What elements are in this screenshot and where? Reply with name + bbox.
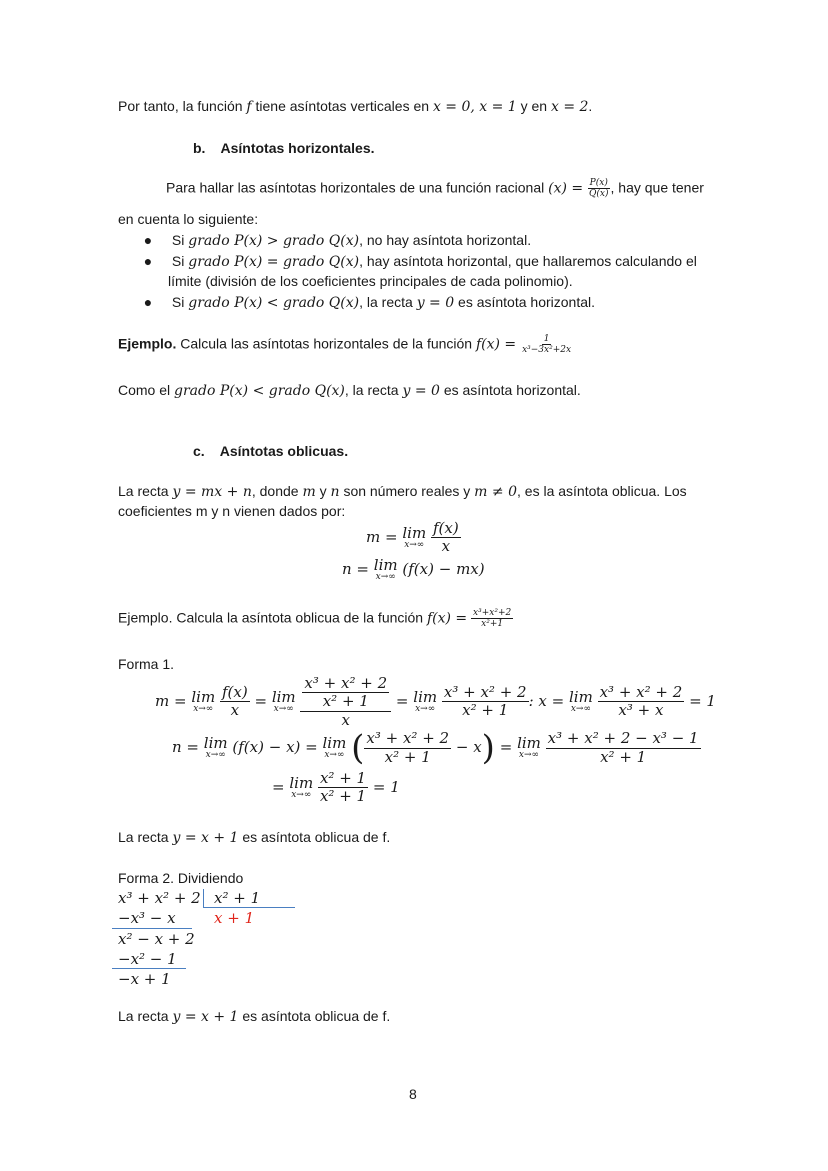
math: = xyxy=(272,777,285,796)
inner-fraction xyxy=(302,675,389,711)
denominator: Q(x) xyxy=(589,189,609,200)
math: grado P(x) < grado Q(x) xyxy=(188,295,360,311)
bullet-item-3 xyxy=(128,294,595,311)
math: = xyxy=(499,738,513,756)
bullet-item-2-line2: límite (división de los coeficientes principales de cada polinomio). xyxy=(168,273,573,289)
paragraph-oblique-def xyxy=(118,483,687,500)
denominator: x² + 1 xyxy=(319,787,367,806)
limit xyxy=(517,736,541,760)
text: Para hallar las asíntotas horizontales de una función racional xyxy=(166,179,545,196)
text: es asíntota horizontal. xyxy=(458,294,596,310)
page-number: 8 xyxy=(409,1086,417,1102)
division-bracket-horizontal xyxy=(203,907,295,908)
lim-subscript: x→∞ xyxy=(415,703,436,714)
conclusion-1 xyxy=(118,829,390,846)
numerator: f(x) xyxy=(221,683,248,702)
bullet-item-1 xyxy=(128,232,531,249)
conclusion-2 xyxy=(118,1008,390,1025)
denominator: x² + 1 xyxy=(322,692,369,711)
formula-n-definition xyxy=(342,558,485,582)
lim-subscript: x→∞ xyxy=(570,703,591,714)
formula-n-result xyxy=(272,770,400,806)
denominator: x xyxy=(230,701,240,720)
lim-text: lim xyxy=(191,687,216,706)
text: son número reales y xyxy=(343,483,471,499)
math: y = mx + n xyxy=(172,484,252,500)
compound-fraction xyxy=(300,675,391,729)
math: : x = xyxy=(528,691,565,710)
numerator: f(x) xyxy=(432,519,459,537)
math: n = xyxy=(342,560,369,578)
math: grado P(x) = grado Q(x) xyxy=(188,254,360,270)
lim-text: lim xyxy=(322,734,347,752)
bullet-icon: ● xyxy=(143,253,153,269)
math: x = 0, x = 1 xyxy=(432,99,517,115)
math: n = xyxy=(172,738,199,756)
lim-text: lim xyxy=(203,734,228,752)
numerator: P(x) xyxy=(589,178,608,188)
formula-n-calculation xyxy=(172,728,701,768)
text: , la recta xyxy=(359,294,413,310)
paragraph-line: en cuenta lo siguiente: xyxy=(118,211,259,227)
text: . xyxy=(588,98,593,114)
numerator: x³ + x² + 2 xyxy=(443,683,527,702)
text: La recta xyxy=(118,1008,169,1024)
lim-subscript: x→∞ xyxy=(291,789,312,800)
text: y xyxy=(319,483,327,499)
fraction xyxy=(546,730,701,766)
numerator: x³ + x² + 2 xyxy=(599,683,683,702)
lim-text: lim xyxy=(289,773,314,792)
formula-m-definition xyxy=(366,520,461,556)
limit xyxy=(568,687,593,714)
text: La recta xyxy=(118,483,169,499)
lim-subscript: x→∞ xyxy=(193,703,214,714)
limit xyxy=(271,687,296,714)
text: , no hay asíntota horizontal. xyxy=(359,232,532,248)
forma-1-title: Forma 1. xyxy=(118,656,175,672)
limit xyxy=(289,773,314,800)
text: Si xyxy=(171,294,185,310)
limit xyxy=(204,736,228,760)
math: m xyxy=(302,484,316,500)
example-2 xyxy=(118,608,513,630)
math: y = 0 xyxy=(402,383,440,399)
fraction xyxy=(520,334,573,356)
limit xyxy=(374,558,398,582)
math: f(x) = xyxy=(426,610,468,627)
math: = 1 xyxy=(372,777,400,796)
math: (f(x) − mx) xyxy=(402,560,485,578)
lim-subscript: x→∞ xyxy=(404,539,425,550)
math: grado P(x) > grado Q(x) xyxy=(188,233,360,249)
numerator: x³ + x² + 2 xyxy=(366,729,450,748)
lim-text: lim xyxy=(271,687,296,706)
fraction xyxy=(364,730,451,766)
section-title: Asíntotas oblicuas. xyxy=(219,443,349,459)
text: , hay que tener xyxy=(610,179,704,196)
limit xyxy=(191,687,216,714)
fraction xyxy=(471,608,513,630)
text: Ejemplo. Calcula la asíntota oblicua de la función xyxy=(118,609,424,626)
math: (f(x) − x) = xyxy=(232,738,318,756)
text: La recta xyxy=(118,829,169,845)
bullet-icon: ● xyxy=(143,232,153,248)
text: , es la asíntota oblicua. Los xyxy=(517,483,687,499)
fraction xyxy=(431,520,461,556)
denominator: x² + 1 xyxy=(462,701,509,720)
math: = xyxy=(395,691,409,710)
numerator: 1 xyxy=(543,334,550,344)
lim-text: lim xyxy=(568,687,593,706)
math: = xyxy=(254,691,268,710)
text: es asíntota oblicua de f. xyxy=(242,1008,391,1024)
division-row-1: −x³ − x xyxy=(118,909,176,927)
fraction-pq xyxy=(587,178,610,200)
limit xyxy=(413,687,438,714)
denominator: x³−3x²+2x xyxy=(522,345,572,356)
fraction xyxy=(318,770,368,806)
example-label: Ejemplo. xyxy=(118,335,177,352)
text: , hay asíntota horizontal, que hallaremos calculando el xyxy=(359,253,697,269)
paragraph-example-1-answer xyxy=(118,382,581,399)
math: n xyxy=(330,484,340,500)
math: m ≠ 0 xyxy=(474,484,517,500)
text: , la recta xyxy=(344,382,399,398)
lim-subscript: x→∞ xyxy=(518,750,540,760)
denominator: x² + 1 xyxy=(600,747,647,766)
division-row-2: x² − x + 2 xyxy=(118,930,195,948)
lim-subscript: x→∞ xyxy=(324,750,345,760)
example-1 xyxy=(118,334,573,356)
division-line xyxy=(112,928,192,929)
bullet-icon: ● xyxy=(143,294,153,310)
denominator: x xyxy=(341,710,350,729)
section-heading-c xyxy=(193,443,348,459)
text: Como el xyxy=(118,382,171,398)
math: x = 2 xyxy=(550,99,589,115)
section-title: Asíntotas horizontales. xyxy=(220,140,375,156)
left-paren: ( xyxy=(351,728,365,768)
numerator xyxy=(300,675,391,712)
math: − x xyxy=(455,738,482,756)
division-dividend: x³ + x² + 2 xyxy=(118,889,201,907)
lim-text: lim xyxy=(517,734,541,752)
right-paren: ) xyxy=(481,728,495,768)
math: m = xyxy=(366,527,398,546)
math: y = 0 xyxy=(416,295,455,311)
fraction xyxy=(598,684,685,720)
denominator: x² + 1 xyxy=(384,747,431,766)
division-row-4: −x + 1 xyxy=(118,970,171,988)
section-letter: b. xyxy=(193,140,206,156)
numerator: x³ + x² + 2 − x³ − 1 xyxy=(547,729,699,748)
lim-subscript: x→∞ xyxy=(273,703,294,714)
numerator: x² + 1 xyxy=(319,769,367,787)
fraction xyxy=(442,684,529,720)
text: es asíntota horizontal. xyxy=(443,382,581,398)
text: y en xyxy=(520,98,548,114)
text: tiene asíntotas verticales en xyxy=(255,98,430,114)
division-divisor: x² + 1 xyxy=(214,889,261,907)
lim-text: lim xyxy=(402,523,427,542)
numerator: x³+x²+2 xyxy=(473,608,512,618)
section-letter: c. xyxy=(193,443,205,459)
paragraph-line: coeficientes m y n vienen dados por: xyxy=(118,503,346,519)
denominator: x xyxy=(441,537,451,556)
text: Si xyxy=(171,232,185,248)
math: (x) = xyxy=(548,180,584,197)
numerator: x³ + x² + 2 xyxy=(304,674,388,692)
section-heading-b xyxy=(193,140,375,156)
text: es asíntota oblicua de f. xyxy=(242,829,391,845)
paragraph-vertical-asymptotes xyxy=(118,98,592,115)
division-bracket-vertical xyxy=(203,889,204,907)
paragraph-horizontal-intro xyxy=(166,178,704,200)
forma-2-title: Forma 2. Dividiendo xyxy=(118,870,244,886)
text: Si xyxy=(171,253,185,269)
division-line xyxy=(112,968,186,969)
lim-text: lim xyxy=(373,556,398,574)
bullet-item-2 xyxy=(128,253,697,270)
math: f(x) = xyxy=(475,336,517,353)
text: Por tanto, la función xyxy=(118,98,243,114)
fraction xyxy=(220,684,250,720)
math: grado P(x) < grado Q(x) xyxy=(174,383,345,399)
denominator: x³ + x xyxy=(618,701,664,720)
math: = 1 xyxy=(689,691,716,710)
division-quotient: x + 1 xyxy=(214,909,255,927)
formula-m-calculation xyxy=(155,675,716,729)
division-row-3: −x² − 1 xyxy=(118,950,177,968)
lim-text: lim xyxy=(413,687,438,706)
math-f: f xyxy=(246,99,252,115)
math: y = x + 1 xyxy=(172,830,239,846)
text: Calcula las asíntotas horizontales de la función xyxy=(180,335,473,352)
lim-subscript: x→∞ xyxy=(205,750,226,760)
lim-subscript: x→∞ xyxy=(375,572,396,582)
text: , donde xyxy=(251,483,299,499)
limit xyxy=(402,523,427,550)
math: y = x + 1 xyxy=(172,1009,239,1025)
limit xyxy=(323,736,347,760)
denominator: x²+1 xyxy=(481,619,504,630)
math: m = xyxy=(155,691,187,710)
